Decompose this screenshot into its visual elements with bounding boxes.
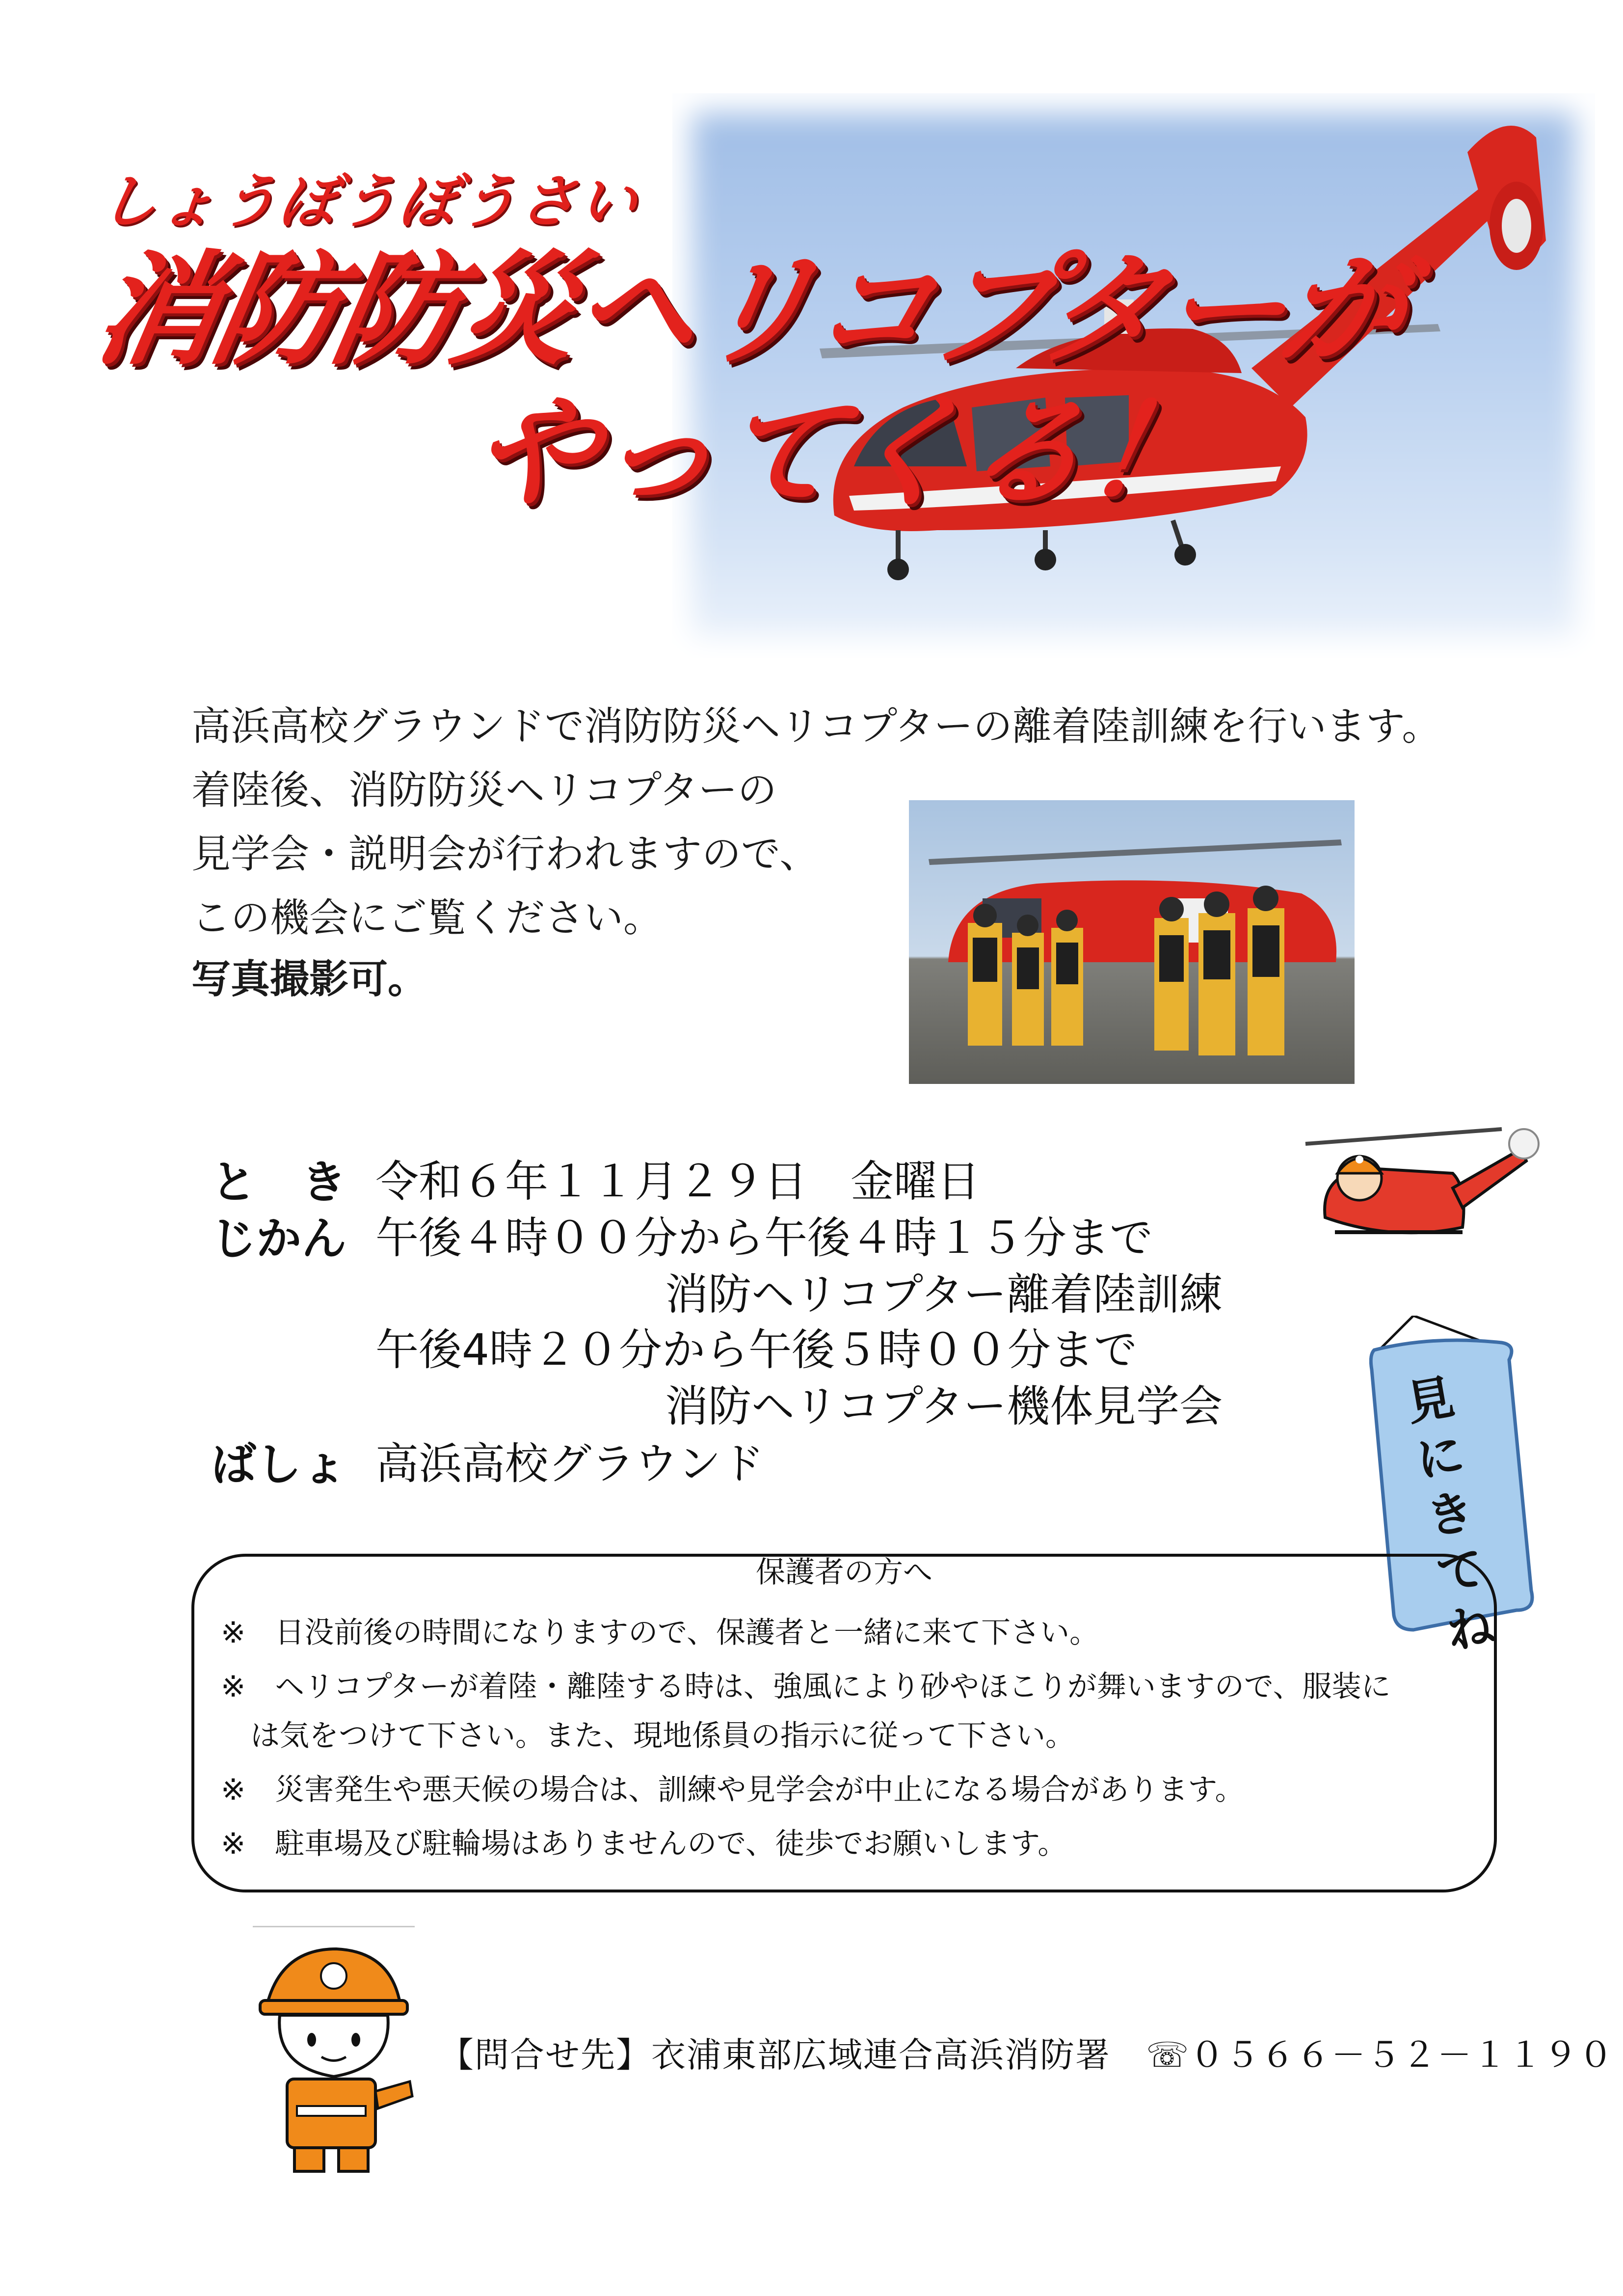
banner-char-1: 見	[1402, 1369, 1459, 1432]
time-slot-2: 午後4時２０分から午後５時００分まで	[375, 1324, 1137, 1375]
time-slot-1-desc: 消防ヘリコプター離着陸訓練	[665, 1269, 1223, 1320]
place-value: 高浜高校グラウンド	[375, 1438, 765, 1489]
intro-line-1: 高浜高校グラウンドで消防防災ヘリコプターの離着陸訓練を行います。	[191, 703, 1441, 749]
banner-char-3: き	[1422, 1483, 1478, 1546]
cartoon-helicopter-icon	[1296, 1114, 1541, 1276]
notice-line-2: ※ ヘリコプターが着陸・離陸する時は、強風により砂やほこりが舞いますので、服装に	[221, 1670, 1391, 1704]
banner-char-5: ね	[1442, 1597, 1498, 1660]
notice-line-1: ※ 日没前後の時間になりますので、保護者と一緒に来て下さい。	[221, 1616, 1099, 1650]
crew-photo	[909, 800, 1355, 1084]
time-slot-1: 午後４時００分から午後４時１５分まで	[375, 1213, 1153, 1263]
intro-photo-permitted: 写真撮影可。	[191, 956, 427, 1002]
notice-line-4: ※ 災害発生や悪天候の場合は、訓練や見学会が中止になる場合があります。	[221, 1773, 1245, 1807]
footer-divider	[253, 1926, 415, 1927]
banner-char-4: て	[1432, 1540, 1489, 1603]
contact-info: 【問合せ先】衣浦東部広域連合高浜消防署 ☏０５６６－５２－１１９０	[439, 2035, 1614, 2075]
page-title-line1: 消防防災ヘリコプターが	[83, 239, 1415, 381]
title-ruby: しょうぼうぼうさい	[95, 167, 644, 235]
intro-line-2: 着陸後、消防防災ヘリコプターの	[191, 767, 777, 813]
notice-line-3: は気をつけて下さい。また、現地係員の指示に従って下さい。	[221, 1719, 1075, 1753]
page-title-line2: やってくる！	[461, 381, 1223, 524]
notice-line-5: ※ 駐車場及び駐輪場はありませんので、徒歩でお願いします。	[221, 1827, 1067, 1861]
notice-title: 保護者の方へ	[756, 1555, 932, 1590]
time-slot-2-desc: 消防ヘリコプター機体見学会	[665, 1381, 1223, 1432]
place-label: ばしょ	[211, 1438, 347, 1491]
time-label: じかん	[211, 1213, 347, 1265]
banner-char-2: に	[1412, 1426, 1468, 1489]
when-value: 令和６年１１月２９日 金曜日	[375, 1156, 981, 1207]
intro-line-3: 見学会・説明会が行われますので、	[191, 831, 819, 877]
firefighter-mascot-icon	[253, 1944, 415, 2175]
when-label: と き	[211, 1156, 347, 1209]
intro-line-4: この機会にご覧ください。	[191, 895, 663, 941]
